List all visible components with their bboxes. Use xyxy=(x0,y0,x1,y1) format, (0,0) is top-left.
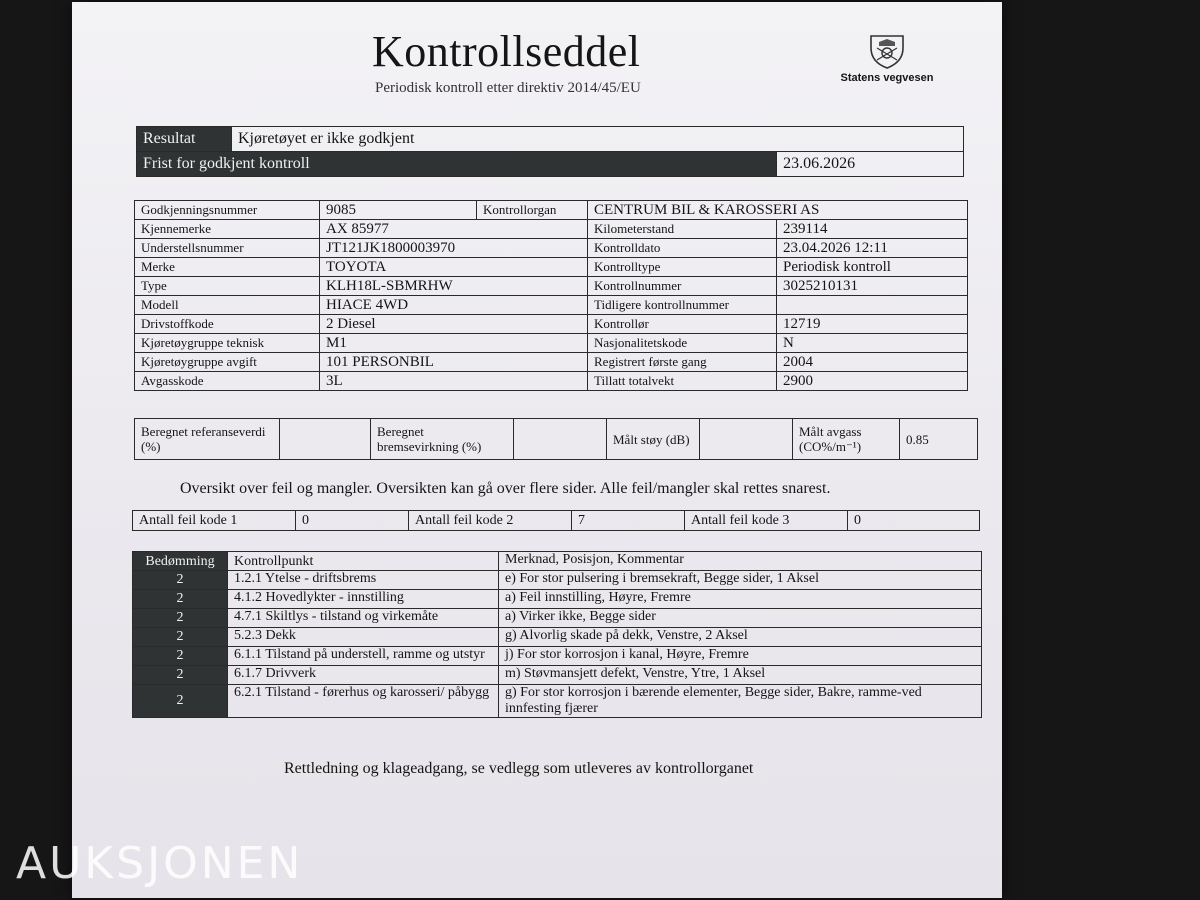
info-label: Kjøretøygruppe avgift xyxy=(135,353,320,372)
count-label: Antall feil kode 2 xyxy=(409,511,572,531)
kontrollorgan-label: Kontrollorgan xyxy=(477,201,588,220)
fault-comment: a) Feil innstilling, Høyre, Fremre xyxy=(499,590,982,609)
info-label: Kjøretøygruppe teknisk xyxy=(135,334,320,353)
watermark: AUKSJONEN xyxy=(16,838,304,889)
measurements-table xyxy=(134,418,978,460)
info-value: HIACE 4WD xyxy=(320,296,588,315)
statens-vegvesen-emblem-icon xyxy=(865,34,909,70)
count-value: 0 xyxy=(848,511,980,531)
vehicle-info-table xyxy=(134,200,968,391)
fault-comment: g) Alvorlig skade på dekk, Venstre, 2 Aksel xyxy=(499,628,982,647)
deadline-value: 23.06.2026 xyxy=(777,152,964,177)
info-value: 12719 xyxy=(777,315,968,334)
document-title: Kontrollseddel xyxy=(372,27,641,76)
info-value: 23.04.2026 12:11 xyxy=(777,239,968,258)
measurement-label: Beregnet bremsevirkning (%) xyxy=(371,419,514,460)
table-row xyxy=(133,571,982,590)
fault-grade: 2 xyxy=(133,647,228,666)
table-row xyxy=(133,647,982,666)
measurement-label: Målt støy (dB) xyxy=(607,419,700,460)
fault-grade: 2 xyxy=(133,571,228,590)
measurement-value xyxy=(700,419,793,460)
result-value: Kjøretøyet er ikke godkjent xyxy=(232,127,964,152)
info-label: Merke xyxy=(135,258,320,277)
fault-point: 6.1.7 Drivverk xyxy=(228,666,499,685)
info-value: 2 Diesel xyxy=(320,315,588,334)
info-value: M1 xyxy=(320,334,588,353)
measurement-value xyxy=(280,419,371,460)
info-value: 9085 xyxy=(320,201,477,220)
info-value: AX 85977 xyxy=(320,220,588,239)
count-value: 7 xyxy=(572,511,685,531)
fault-counts-table xyxy=(132,510,980,531)
info-label: Understellsnummer xyxy=(135,239,320,258)
footer-note: Rettledning og klageadgang, se vedlegg som utleveres av kontrollorganet xyxy=(284,760,754,777)
result-table xyxy=(136,126,964,177)
deadline-label: Frist for godkjent kontroll xyxy=(137,152,777,177)
fault-grade: 2 xyxy=(133,628,228,647)
fault-grade: 2 xyxy=(133,685,228,718)
info-value: KLH18L-SBMRHW xyxy=(320,277,588,296)
fault-point: 6.2.1 Tilstand - førerhus og karosseri/ påbygg xyxy=(228,685,499,718)
point-header: Kontrollpunkt xyxy=(228,552,499,571)
info-label: Modell xyxy=(135,296,320,315)
info-label: Kontrolltype xyxy=(588,258,777,277)
info-value: 3L xyxy=(320,372,588,391)
measurement-value xyxy=(514,419,607,460)
fault-grade: 2 xyxy=(133,609,228,628)
table-row xyxy=(133,628,982,647)
info-label: Kontrollnummer xyxy=(588,277,777,296)
measurement-label: Beregnet referanseverdi (%) xyxy=(135,419,280,460)
info-value xyxy=(777,296,968,315)
fault-comment: e) For stor pulsering i bremsekraft, Begge sider, 1 Aksel xyxy=(499,571,982,590)
faults-table xyxy=(132,551,982,718)
table-row xyxy=(133,685,982,718)
info-label: Kjennemerke xyxy=(135,220,320,239)
fault-point: 4.1.2 Hovedlykter - innstilling xyxy=(228,590,499,609)
overview-text: Oversikt over feil og mangler. Oversikten kan gå over flere sider. Alle feil/mangler skal rettes snarest. xyxy=(180,480,831,497)
info-value: 101 PERSONBIL xyxy=(320,353,588,372)
fault-comment: m) Støvmansjett defekt, Venstre, Ytre, 1 Aksel xyxy=(499,666,982,685)
info-label: Registrert første gang xyxy=(588,353,777,372)
grade-header: Bedømming xyxy=(133,552,228,571)
fault-grade: 2 xyxy=(133,666,228,685)
info-value: JT121JK1800003970 xyxy=(320,239,588,258)
info-label: Drivstoffkode xyxy=(135,315,320,334)
fault-grade: 2 xyxy=(133,590,228,609)
info-label: Nasjonalitetskode xyxy=(588,334,777,353)
comment-header: Merknad, Posisjon, Kommentar xyxy=(499,552,982,571)
kontrollorgan-value: CENTRUM BIL & KAROSSERI AS xyxy=(588,201,968,220)
fault-point: 1.2.1 Ytelse - driftsbrems xyxy=(228,571,499,590)
document-page xyxy=(72,2,1002,898)
info-label: Kontrollør xyxy=(588,315,777,334)
info-label: Type xyxy=(135,277,320,296)
info-value: N xyxy=(777,334,968,353)
document-subtitle: Periodisk kontroll etter direktiv 2014/45/EU xyxy=(375,80,641,96)
fault-comment: a) Virker ikke, Begge sider xyxy=(499,609,982,628)
info-value: 239114 xyxy=(777,220,968,239)
info-label: Avgasskode xyxy=(135,372,320,391)
logo-text: Statens vegvesen xyxy=(840,72,934,84)
logo xyxy=(832,34,942,84)
info-label: Tillatt totalvekt xyxy=(588,372,777,391)
fault-point: 4.7.1 Skiltlys - tilstand og virkemåte xyxy=(228,609,499,628)
info-value: 2900 xyxy=(777,372,968,391)
info-label: Kontrolldato xyxy=(588,239,777,258)
info-value: 2004 xyxy=(777,353,968,372)
fault-point: 6.1.1 Tilstand på understell, ramme og utstyr xyxy=(228,647,499,666)
info-value: 3025210131 xyxy=(777,277,968,296)
table-row xyxy=(133,609,982,628)
count-value: 0 xyxy=(296,511,409,531)
measurement-value: 0.85 xyxy=(900,419,978,460)
table-row xyxy=(133,590,982,609)
info-label: Godkjenningsnummer xyxy=(135,201,320,220)
info-value: Periodisk kontroll xyxy=(777,258,968,277)
info-label: Tidligere kontrollnummer xyxy=(588,296,777,315)
fault-comment: g) For stor korrosjon i bærende elementer, Begge sider, Bakre, ramme-ved innfesting fjærer xyxy=(499,685,982,718)
fault-point: 5.2.3 Dekk xyxy=(228,628,499,647)
table-row xyxy=(133,666,982,685)
info-value: TOYOTA xyxy=(320,258,588,277)
count-label: Antall feil kode 3 xyxy=(685,511,848,531)
result-label: Resultat xyxy=(137,127,232,152)
fault-comment: j) For stor korrosjon i kanal, Høyre, Fremre xyxy=(499,647,982,666)
count-label: Antall feil kode 1 xyxy=(133,511,296,531)
info-label: Kilometerstand xyxy=(588,220,777,239)
measurement-label: Målt avgass (CO%/m⁻¹) xyxy=(793,419,900,460)
